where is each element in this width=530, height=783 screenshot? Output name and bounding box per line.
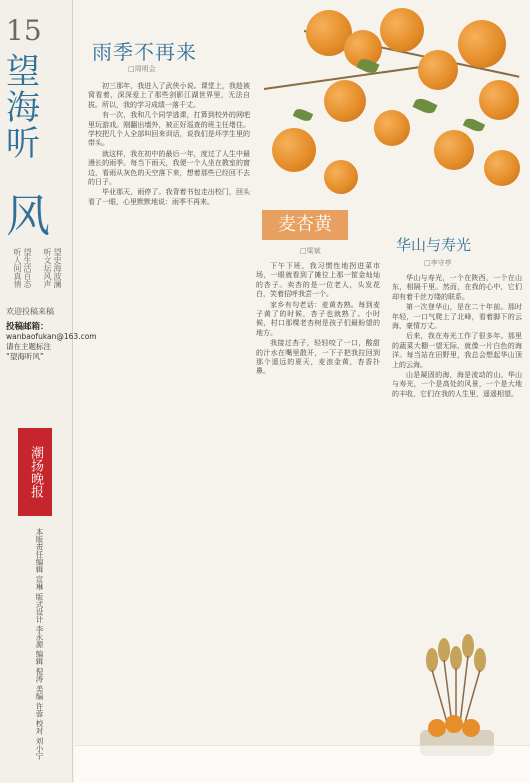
article-3-byline: □李守亭 [424,259,452,267]
main-content [74,0,530,782]
page-credits: 本版责任编辑 宣琳 版式设计 李永源 编辑 倪涛 美编 许蓉 校对 刘小宁 [35,528,44,760]
apricot-fruit [272,128,316,172]
contact-note: 请在主题标注 [6,342,51,351]
page-footer-strip [74,745,530,783]
article-2-paragraph: 下午下班，我习惯性地拐进菜市场，一眼就看到了摊位上那一筐金灿灿的杏子。卖杏的是一位老人，头发花白，笑着招呼我尝一个。 [256,262,380,299]
contact-email: wanbaofukan@163.com [6,332,97,341]
apricot-fruit [418,50,458,90]
article-3-paragraph: 后来，我在寿光工作了很多年。那里的蔬菜大棚一望无际，就像一片白色的海洋。每当站在田野里，我总会想起华山顶上的云海。 [392,332,522,369]
apricot-fruit [484,150,520,186]
article-1-paragraph: 初三那年，我进入了武侠小说。课堂上，我趁被窝看着，深深爱上了那些剑影江湖世界里，无法自拔。所以，我的学习成绩一落千丈。 [88,82,250,109]
column-motto-2: 听文坛风声 [43,248,52,288]
apricot-fruit [324,160,358,194]
article-2-body [256,262,380,742]
column-motto-4: 听人间真情 [13,248,22,288]
column-title-char-3: 听 [6,124,40,164]
wheat-illustration [392,600,522,764]
article-3-title: 华山与寿光 [396,236,472,254]
column-motto-1: 望史海波澜 [53,248,62,288]
tagline: 欢迎投稿来稿 [6,307,54,316]
article-3-body [392,274,522,594]
column-title-big: 风 [6,191,50,242]
article-1-title: 雨季不再来 [92,40,197,64]
article-1-paragraph: 有一次，我和几个同学逃课，打算到校外的网吧里玩游戏。刚翻出墙外，被正好巡查的班主任堵住。学校把几个人全部叫回来训话，说我们是坏学生里的带头。 [88,111,250,148]
contact-label: 投稿邮箱： [6,322,49,332]
column-title-char-2: 海 [6,88,40,128]
article-2-paragraph: 家乡有句老话：麦黄杏熟。每到麦子黄了的时候，杏子也就熟了。小时候，村口那棵老杏树是孩子们最盼望的地方。 [256,300,380,337]
article-3-paragraph: 山是凝固的海，海是流动的山。华山与寿光，一个是高处的风景，一个是大地的丰收，它们在我的人生里，遥遥相望。 [392,371,522,398]
leaf [463,116,485,134]
article-1-body [88,82,250,742]
page-number: 15 [6,14,42,47]
column-title [6,54,46,162]
newspaper-logo: 潮扬晚报 [18,428,52,516]
contact-tag: “望海听风” [6,352,44,361]
article-1-paragraph: 就这样，我在初中的最后一年，度过了人生中最漫长的雨季。每当下雨天，我便一个人坐在教室的窗边，看雨从灰色的天空落下来，想着那些已经回不去的日子。 [88,149,250,187]
apricot-fruit [374,110,410,146]
column-title-char-1: 望 [6,52,40,92]
contact-block [6,322,97,362]
article-2-title: 麦杏黄 [262,210,348,240]
article-3-paragraph: 第一次登华山，是在二十年前。那时年轻，一口气爬上了北峰，看着脚下的云海，豪情万丈。 [392,303,522,331]
apricot-fruit [479,80,519,120]
article-2-byline: □梁斌 [300,247,321,255]
apricot-fruit [434,130,474,170]
article-3-paragraph: 华山与寿光，一个在陕西，一个在山东，相隔千里。然而，在我的心中，它们却有着千丝万缕的联系。 [392,274,522,301]
column-motto-3: 望生活百态 [23,248,32,288]
article-1-paragraph: 毕业那天，雨停了。我背着书包走出校门，回头看了一眼，心里默默地说：雨季不再来。 [88,188,250,206]
leaf [412,96,437,116]
apricot-fruit [324,80,366,122]
apricot-fruit [380,8,424,52]
leaf [293,107,314,124]
article-1-byline: □周明会 [128,65,156,73]
article-2-paragraph: 我接过杏子，轻轻咬了一口，酸甜的汁水在嘴里散开，一下子把我拉回到那个遥远的夏天，麦浪金黄，杏香扑鼻。 [256,339,380,376]
apricot-fruit [458,20,506,68]
column-sidebar [0,0,97,782]
